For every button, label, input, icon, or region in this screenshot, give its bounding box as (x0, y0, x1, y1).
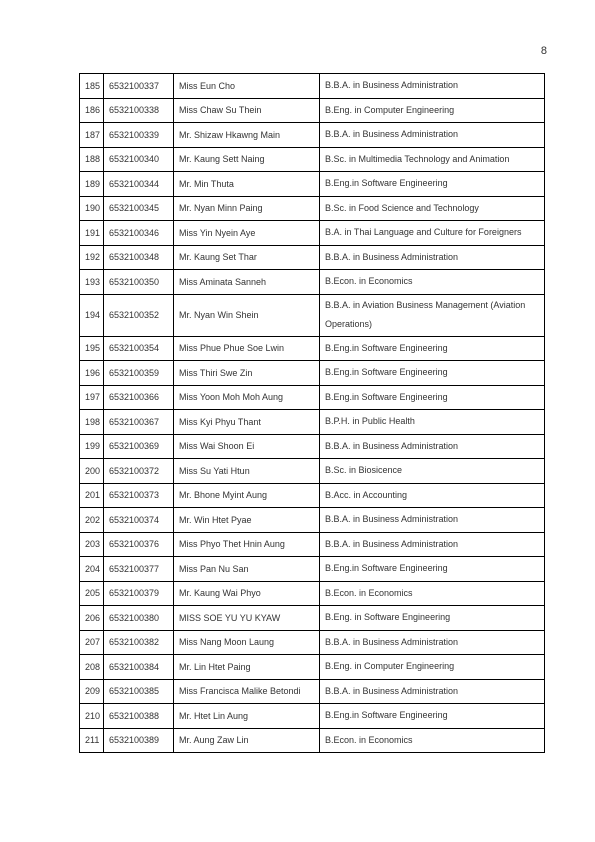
student-id-cell: 6532100350 (104, 270, 174, 295)
student-id-cell: 6532100384 (104, 655, 174, 680)
student-id-cell: 6532100354 (104, 336, 174, 361)
program-cell: B.B.A. in Business Administration (320, 679, 545, 704)
row-number-cell: 207 (80, 630, 104, 655)
student-name-cell: Miss Francisca Malike Betondi (174, 679, 320, 704)
page-number: 8 (540, 45, 547, 57)
student-name-cell: Mr. Min Thuta (174, 172, 320, 197)
student-name-cell: Miss Yin Nyein Aye (174, 221, 320, 246)
program-cell: B.B.A. in Business Administration (320, 74, 545, 99)
student-id-cell: 6532100352 (104, 294, 174, 336)
row-number-cell: 197 (80, 385, 104, 410)
table-row (80, 336, 545, 361)
program-cell: B.Eng.in Software Engineering (320, 385, 545, 410)
student-name-cell: Mr. Win Htet Pyae (174, 508, 320, 533)
student-id-cell: 6532100366 (104, 385, 174, 410)
student-id-cell: 6532100344 (104, 172, 174, 197)
program-cell: B.Eng.in Software Engineering (320, 361, 545, 386)
student-id-cell: 6532100340 (104, 147, 174, 172)
row-number-cell: 191 (80, 221, 104, 246)
student-name-cell: Mr. Aung Zaw Lin (174, 728, 320, 753)
table-row (80, 385, 545, 410)
program-cell: B.B.A. in Business Administration (320, 630, 545, 655)
row-number-cell: 208 (80, 655, 104, 680)
student-id-cell: 6532100389 (104, 728, 174, 753)
table-row (80, 361, 545, 386)
student-id-cell: 6532100338 (104, 98, 174, 123)
table-row (80, 294, 545, 336)
student-id-cell: 6532100348 (104, 245, 174, 270)
student-name-cell: Miss Yoon Moh Moh Aung (174, 385, 320, 410)
table-row (80, 74, 545, 99)
student-id-cell: 6532100374 (104, 508, 174, 533)
student-id-cell: 6532100388 (104, 704, 174, 729)
row-number-cell: 187 (80, 123, 104, 148)
row-number-cell: 194 (80, 294, 104, 336)
program-cell: B.B.A. in Business Administration (320, 123, 545, 148)
row-number-cell: 198 (80, 410, 104, 435)
row-number-cell: 209 (80, 679, 104, 704)
student-name-cell: Miss Aminata Sanneh (174, 270, 320, 295)
row-number-cell: 211 (80, 728, 104, 753)
student-id-cell: 6532100377 (104, 557, 174, 582)
table-row (80, 123, 545, 148)
student-id-cell: 6532100359 (104, 361, 174, 386)
table-row (80, 728, 545, 753)
row-number-cell: 195 (80, 336, 104, 361)
program-cell: B.P.H. in Public Health (320, 410, 545, 435)
program-cell: B.Eng. in Software Engineering (320, 606, 545, 631)
student-id-cell: 6532100369 (104, 434, 174, 459)
student-name-cell: Mr. Shizaw Hkawng Main (174, 123, 320, 148)
table-row (80, 679, 545, 704)
student-id-cell: 6532100379 (104, 581, 174, 606)
student-id-cell: 6532100337 (104, 74, 174, 99)
table-row (80, 557, 545, 582)
program-cell: B.Eng. in Computer Engineering (320, 98, 545, 123)
program-cell: B.Eng.in Software Engineering (320, 557, 545, 582)
program-cell: B.Eng. in Computer Engineering (320, 655, 545, 680)
row-number-cell: 189 (80, 172, 104, 197)
row-number-cell: 188 (80, 147, 104, 172)
student-name-cell: Miss Kyi Phyu Thant (174, 410, 320, 435)
student-table (79, 73, 545, 753)
program-cell: B.B.A. in Business Administration (320, 532, 545, 557)
student-name-cell: Miss Phue Phue Soe Lwin (174, 336, 320, 361)
table-row (80, 606, 545, 631)
student-name-cell: Mr. Lin Htet Paing (174, 655, 320, 680)
table-row (80, 434, 545, 459)
program-cell: B.B.A. in Business Administration (320, 508, 545, 533)
table-row (80, 581, 545, 606)
student-name-cell: Mr. Kaung Set Thar (174, 245, 320, 270)
table-row (80, 459, 545, 484)
student-id-cell: 6532100346 (104, 221, 174, 246)
program-cell: B.Econ. in Economics (320, 581, 545, 606)
program-cell: B.Eng.in Software Engineering (320, 704, 545, 729)
program-cell: B.Acc. in Accounting (320, 483, 545, 508)
row-number-cell: 200 (80, 459, 104, 484)
student-name-cell: Miss Eun Cho (174, 74, 320, 99)
student-name-cell: Mr. Kaung Sett Naing (174, 147, 320, 172)
row-number-cell: 196 (80, 361, 104, 386)
student-name-cell: Miss Pan Nu San (174, 557, 320, 582)
program-cell: B.A. in Thai Language and Culture for Foreigners (320, 221, 545, 246)
student-id-cell: 6532100385 (104, 679, 174, 704)
table-row (80, 704, 545, 729)
student-name-cell: Miss Phyo Thet Hnin Aung (174, 532, 320, 557)
table-row (80, 270, 545, 295)
student-name-cell: Mr. Bhone Myint Aung (174, 483, 320, 508)
row-number-cell: 205 (80, 581, 104, 606)
student-name-cell: Miss Chaw Su Thein (174, 98, 320, 123)
row-number-cell: 202 (80, 508, 104, 533)
program-cell: B.B.A. in Business Administration (320, 434, 545, 459)
row-number-cell: 206 (80, 606, 104, 631)
student-table-body (80, 74, 545, 753)
row-number-cell: 193 (80, 270, 104, 295)
row-number-cell: 204 (80, 557, 104, 582)
program-cell: B.Sc. in Food Science and Technology (320, 196, 545, 221)
row-number-cell: 185 (80, 74, 104, 99)
row-number-cell: 186 (80, 98, 104, 123)
program-cell: B.Sc. in Multimedia Technology and Animation (320, 147, 545, 172)
student-name-cell: MISS SOE YU YU KYAW (174, 606, 320, 631)
table-row (80, 245, 545, 270)
row-number-cell: 210 (80, 704, 104, 729)
row-number-cell: 199 (80, 434, 104, 459)
table-row (80, 410, 545, 435)
student-id-cell: 6532100345 (104, 196, 174, 221)
student-id-cell: 6532100339 (104, 123, 174, 148)
table-row (80, 172, 545, 197)
student-id-cell: 6532100367 (104, 410, 174, 435)
table-row (80, 508, 545, 533)
student-name-cell: Miss Thiri Swe Zin (174, 361, 320, 386)
student-name-cell: Mr. Htet Lin Aung (174, 704, 320, 729)
program-cell: B.B.A. in Aviation Business Management (Aviation Operations) (320, 294, 545, 336)
student-name-cell: Mr. Nyan Win Shein (174, 294, 320, 336)
table-row (80, 655, 545, 680)
student-name-cell: Miss Su Yati Htun (174, 459, 320, 484)
table-row (80, 196, 545, 221)
student-name-cell: Miss Nang Moon Laung (174, 630, 320, 655)
student-name-cell: Mr. Nyan Minn Paing (174, 196, 320, 221)
student-id-cell: 6532100382 (104, 630, 174, 655)
program-cell: B.Sc. in Biosicence (320, 459, 545, 484)
student-id-cell: 6532100372 (104, 459, 174, 484)
student-id-cell: 6532100380 (104, 606, 174, 631)
table-row (80, 532, 545, 557)
row-number-cell: 203 (80, 532, 104, 557)
program-cell: B.Eng.in Software Engineering (320, 336, 545, 361)
table-row (80, 98, 545, 123)
table-row (80, 221, 545, 246)
program-cell: B.Econ. in Economics (320, 728, 545, 753)
student-id-cell: 6532100373 (104, 483, 174, 508)
table-row (80, 483, 545, 508)
program-cell: B.Eng.in Software Engineering (320, 172, 545, 197)
program-cell: B.Econ. in Economics (320, 270, 545, 295)
program-cell: B.B.A. in Business Administration (320, 245, 545, 270)
row-number-cell: 201 (80, 483, 104, 508)
student-name-cell: Miss Wai Shoon Ei (174, 434, 320, 459)
row-number-cell: 192 (80, 245, 104, 270)
table-row (80, 147, 545, 172)
student-id-cell: 6532100376 (104, 532, 174, 557)
student-name-cell: Mr. Kaung Wai Phyo (174, 581, 320, 606)
row-number-cell: 190 (80, 196, 104, 221)
table-row (80, 630, 545, 655)
